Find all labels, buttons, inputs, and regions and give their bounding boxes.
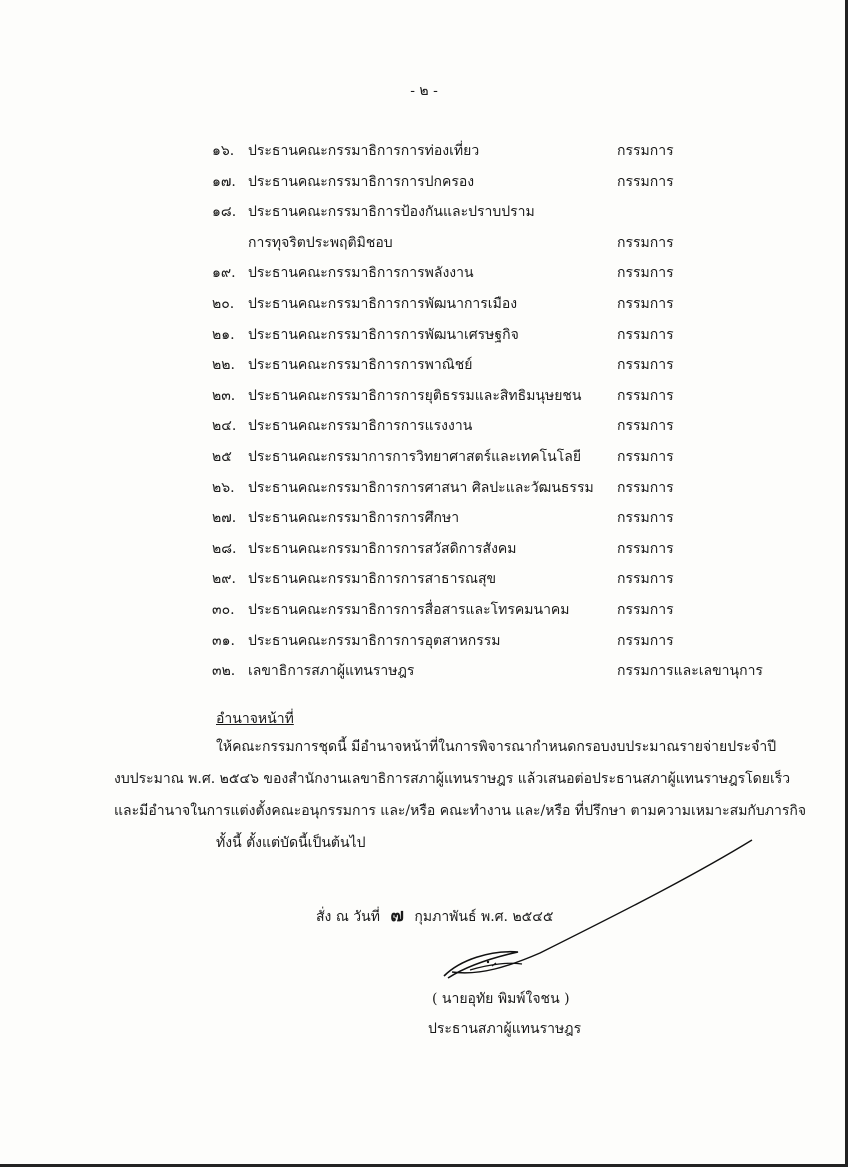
member-row <box>212 232 782 263</box>
order-date-line <box>316 900 553 929</box>
signer-name: ( นายอุทัย พิมพ์ใจชน ) <box>432 991 570 1007</box>
member-row <box>212 446 782 477</box>
member-role: กรรมการ <box>617 143 674 159</box>
member-role: กรรมการ <box>617 540 674 557</box>
member-number: ๒๒. <box>212 357 235 374</box>
member-role: กรรมการ <box>617 448 674 465</box>
member-number: ๒๙. <box>212 571 236 588</box>
member-title: ประธานคณะกรรมาธิการการยุติธรรมและสิทธิมนุษยชน <box>248 387 582 404</box>
member-role: กรรมการ <box>617 418 674 435</box>
member-row <box>212 171 782 202</box>
member-number: ๑๗. <box>212 173 236 190</box>
member-number: ๒๓. <box>212 387 236 404</box>
member-title: ประธานคณะกรรมาธิการการท่องเที่ยว <box>248 143 480 159</box>
member-title: ประธานคณะกรรมาธิการการสื่อสารและโทรคมนาคม <box>248 601 570 618</box>
member-row <box>212 477 782 508</box>
member-role: กรรมการ <box>617 265 674 282</box>
order-day: ๗ <box>390 905 404 926</box>
member-number: ๑๙. <box>212 265 236 282</box>
page-number: - ๒ - <box>410 83 438 99</box>
member-title: ประธานคณะกรรมาธิการการสวัสดิการสังคม <box>248 540 517 557</box>
member-title: การทุจริตประพฤติมิชอบ <box>248 234 393 251</box>
member-number: ๑๘. <box>212 204 237 221</box>
member-role: กรรมการ <box>617 326 674 343</box>
member-title: ประธานคณะกรรมาธิการการศาสนา ศิลปะและวัฒนธรรม <box>248 479 594 496</box>
member-number: ๓๑. <box>212 632 235 649</box>
member-title: ประธานคณะกรรมาธิการการศึกษา <box>248 510 460 527</box>
member-row <box>212 324 782 355</box>
member-row <box>212 293 782 324</box>
member-list <box>212 140 782 691</box>
member-number: ๓๐. <box>212 601 235 618</box>
effective-date-line: ทั้งนี้ ตั้งแต่บัดนี้เป็นต้นไป <box>216 835 366 851</box>
member-number: ๒๕ <box>212 448 232 465</box>
member-title: เลขาธิการสภาผู้แทนราษฎร <box>248 663 415 680</box>
member-title: ประธานคณะกรรมาธิการการปกครอง <box>248 173 475 190</box>
member-role: กรรมการ <box>617 234 674 251</box>
member-role: กรรมการ <box>617 601 674 618</box>
member-title: ประธานคณะกรรมาธิการการพลังงาน <box>248 265 474 282</box>
member-row <box>212 660 782 691</box>
member-number: ๒๖. <box>212 479 235 496</box>
member-row <box>212 599 782 630</box>
member-title: ประธานคณะกรรมาธิการการสาธารณสุข <box>248 571 497 588</box>
signer-title: ประธานสภาผู้แทนราษฎร <box>428 1021 582 1037</box>
member-number: ๑๖. <box>212 143 235 159</box>
member-role: กรรมการ <box>617 479 674 496</box>
duties-paragraph-line: งบประมาณ พ.ศ. ๒๕๔๖ ของสำนักงานเลขาธิการสภาผู้แทนราษฎร แล้วเสนอต่อประธานสภาผู้แทนราษฎรโดยเร็ว <box>114 771 791 787</box>
member-role: กรรมการและเลขานุการ <box>617 663 763 680</box>
member-row <box>212 262 782 293</box>
order-prefix: สั่ง ณ วันที่ <box>316 909 380 925</box>
member-title: ประธานคณะกรรมาการการวิทยาศาสตร์และเทคโนโลยี <box>248 448 582 465</box>
member-number: ๒๔. <box>212 418 237 435</box>
duties-paragraph-line: ให้คณะกรรมการชุดนี้ มีอำนาจหน้าที่ในการพิจารณากำหนดกรอบงบประมาณรายจ่ายประจำปี <box>216 739 777 755</box>
member-number: ๓๒. <box>212 663 236 680</box>
member-title: ประธานคณะกรรมาธิการการแรงงาน <box>248 418 473 435</box>
member-title: ประธานคณะกรรมาธิการการพัฒนาเศรษฐกิจ <box>248 326 519 343</box>
duties-paragraph-line: และมีอำนาจในการแต่งตั้งคณะอนุกรรมการ และ/หรือ คณะทำงาน และ/หรือ ที่ปรึกษา ตามความเหมาะสมกับภารกิจ <box>114 803 807 819</box>
member-number: ๒๗. <box>212 510 237 527</box>
member-role: กรรมการ <box>617 357 674 374</box>
member-row <box>212 568 782 599</box>
member-number: ๒๑. <box>212 326 235 343</box>
section-heading-duties: อำนาจหน้าที่ <box>216 711 294 727</box>
member-number: ๒๐. <box>212 295 235 312</box>
member-number: ๒๘. <box>212 540 237 557</box>
member-row <box>212 507 782 538</box>
member-row <box>212 385 782 416</box>
member-role: กรรมการ <box>617 173 674 190</box>
member-row <box>212 201 782 232</box>
member-row <box>212 415 782 446</box>
member-title: ประธานคณะกรรมาธิการการพาณิชย์ <box>248 357 473 374</box>
member-role: กรรมการ <box>617 510 674 527</box>
member-role: กรรมการ <box>617 632 674 649</box>
member-title: ประธานคณะกรรมาธิการการอุตสาหกรรม <box>248 632 501 649</box>
member-role: กรรมการ <box>617 387 674 404</box>
order-suffix: กุมภาพันธ์ พ.ศ. ๒๕๔๕ <box>414 909 554 925</box>
member-role: กรรมการ <box>617 295 674 312</box>
member-title: ประธานคณะกรรมาธิการป้องกันและปราบปราม <box>248 204 535 221</box>
member-title: ประธานคณะกรรมาธิการการพัฒนาการเมือง <box>248 295 518 312</box>
member-row <box>212 538 782 569</box>
member-role: กรรมการ <box>617 571 674 588</box>
member-row <box>212 630 782 661</box>
member-row <box>212 140 782 171</box>
member-row <box>212 354 782 385</box>
